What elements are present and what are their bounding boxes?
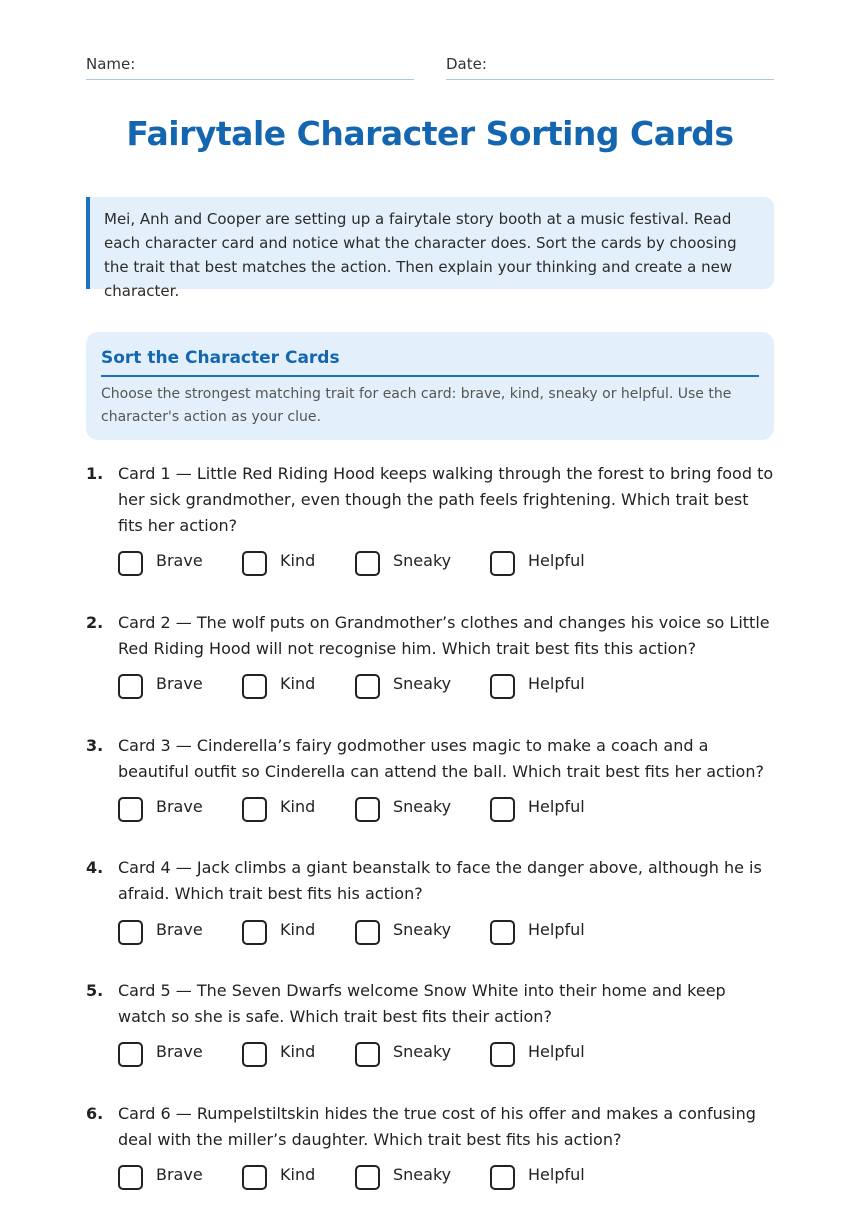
name-label: Name: — [86, 55, 136, 73]
option-label: Brave — [156, 674, 203, 693]
checkbox[interactable] — [490, 1042, 515, 1067]
option-label: Helpful — [528, 1042, 585, 1061]
option-label: Sneaky — [393, 674, 452, 693]
option-label: Sneaky — [393, 1042, 452, 1061]
checkbox[interactable] — [118, 674, 143, 699]
checkbox[interactable] — [355, 1165, 380, 1190]
section-instructions: Choose the strongest matching trait for each card: brave, kind, sneaky or helpful. Use the character's action as your clue. — [101, 386, 732, 425]
options-row — [118, 672, 774, 700]
question-number: 2. — [86, 613, 104, 632]
checkbox[interactable] — [490, 797, 515, 822]
question-text: Card 3 — Cinderella’s fairy godmother uses magic to make a coach and a beautiful outfit so Cinderella can attend the ball. Which trait best fits her action? — [118, 736, 764, 781]
checkbox[interactable] — [118, 920, 143, 945]
checkbox[interactable] — [490, 551, 515, 576]
question-number: 5. — [86, 981, 104, 1000]
checkbox[interactable] — [242, 1042, 267, 1067]
checkbox[interactable] — [490, 920, 515, 945]
date-label: Date: — [446, 55, 487, 73]
checkbox[interactable] — [490, 1165, 515, 1190]
option-label: Sneaky — [393, 551, 452, 570]
option-label: Sneaky — [393, 920, 452, 939]
page-title: Fairytale Character Sorting Cards — [126, 114, 734, 153]
options-row — [118, 1040, 774, 1068]
question-number: 4. — [86, 858, 104, 877]
header-fields — [86, 54, 774, 80]
checkbox[interactable] — [242, 920, 267, 945]
options-row — [118, 1163, 774, 1191]
checkbox[interactable] — [118, 1042, 143, 1067]
option-label: Helpful — [528, 1165, 585, 1184]
option-label: Kind — [280, 1042, 316, 1061]
option-label: Sneaky — [393, 797, 452, 816]
section-header — [86, 332, 774, 440]
checkbox[interactable] — [242, 674, 267, 699]
checkbox[interactable] — [242, 797, 267, 822]
option-label: Brave — [156, 1042, 203, 1061]
checkbox[interactable] — [355, 797, 380, 822]
option-label: Helpful — [528, 674, 585, 693]
checkbox[interactable] — [355, 674, 380, 699]
options-row — [118, 549, 774, 577]
question-number: 3. — [86, 736, 104, 755]
option-label: Kind — [280, 551, 316, 570]
checkbox[interactable] — [490, 674, 515, 699]
option-label: Brave — [156, 920, 203, 939]
name-field[interactable] — [86, 54, 414, 80]
options-row — [118, 795, 774, 823]
options-row — [118, 918, 774, 946]
checkbox[interactable] — [118, 797, 143, 822]
question-text: Card 4 — Jack climbs a giant beanstalk to face the danger above, although he is afraid. Which trait best fits his action? — [118, 858, 762, 903]
option-label: Helpful — [528, 797, 585, 816]
option-label: Kind — [280, 797, 316, 816]
checkbox[interactable] — [355, 551, 380, 576]
option-label: Brave — [156, 1165, 203, 1184]
checkbox[interactable] — [355, 920, 380, 945]
question-number: 1. — [86, 464, 104, 483]
option-label: Brave — [156, 551, 203, 570]
question-text: Card 1 — Little Red Riding Hood keeps walking through the forest to bring food to her sick grandmother, even though the path feels frightening. Which trait best fits her action? — [118, 464, 774, 535]
checkbox[interactable] — [242, 1165, 267, 1190]
date-field[interactable] — [446, 54, 774, 80]
intro-box: Mei, Anh and Cooper are setting up a fairytale story booth at a music festival. Read each character card and notice what the character does. Sort the cards by choosing the trait that best matches the action. Then explain your thinking and create a new character. — [86, 197, 774, 289]
checkbox[interactable] — [118, 1165, 143, 1190]
checkbox[interactable] — [242, 551, 267, 576]
question-text: Card 5 — The Seven Dwarfs welcome Snow White into their home and keep watch so she is safe. Which trait best fits their action? — [118, 981, 726, 1026]
section-heading: Sort the Character Cards — [101, 347, 759, 377]
option-label: Helpful — [528, 551, 585, 570]
option-label: Kind — [280, 1165, 316, 1184]
checkbox[interactable] — [118, 551, 143, 576]
option-label: Brave — [156, 797, 203, 816]
option-label: Helpful — [528, 920, 585, 939]
option-label: Kind — [280, 920, 316, 939]
option-label: Sneaky — [393, 1165, 452, 1184]
question-text: Card 6 — Rumpelstiltskin hides the true cost of his offer and makes a confusing deal with the miller’s daughter. Which trait best fits his action? — [118, 1104, 756, 1149]
question-number: 6. — [86, 1104, 104, 1123]
checkbox[interactable] — [355, 1042, 380, 1067]
question-text: Card 2 — The wolf puts on Grandmother’s clothes and changes his voice so Little Red Riding Hood will not recognise him. Which trait best fits this action? — [118, 613, 770, 658]
option-label: Kind — [280, 674, 316, 693]
